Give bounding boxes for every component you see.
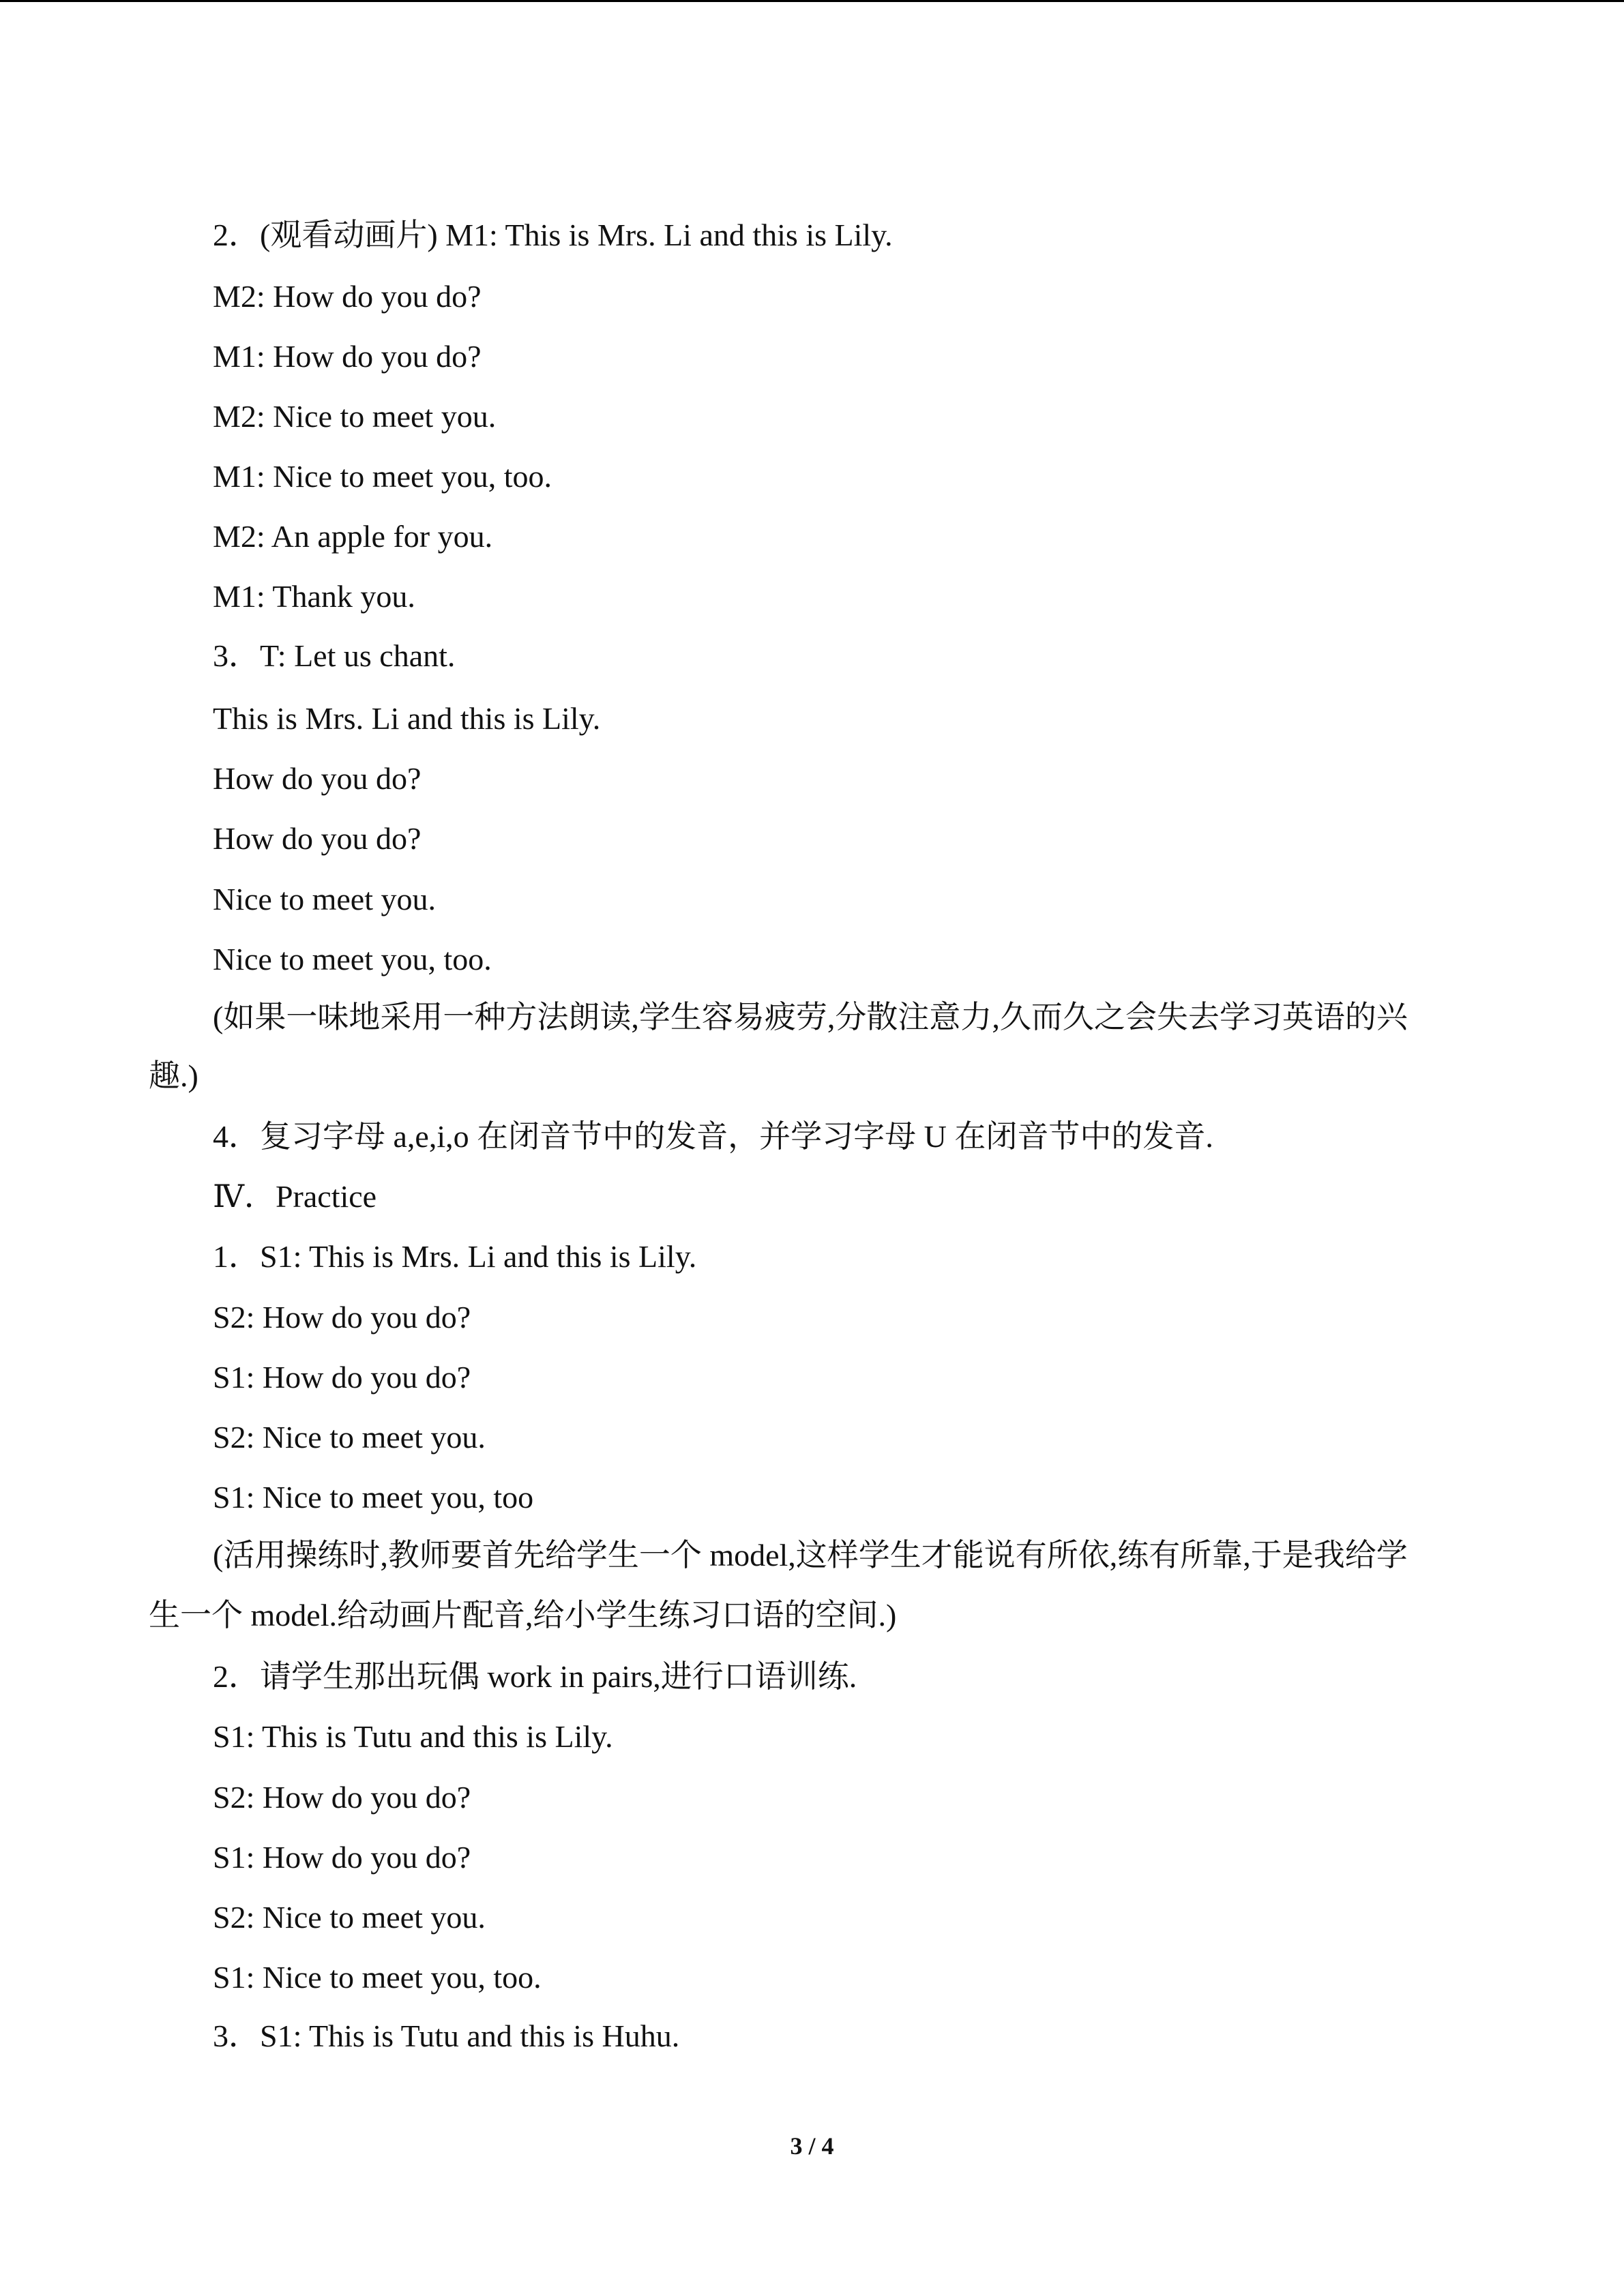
text-line: This is Mrs. Li and this is Lily. [213,701,601,736]
text-line: M2: Nice to meet you. [213,399,497,434]
text-line: 趣.) [149,1058,198,1093]
text-line: How do you do? [213,821,422,856]
text-line: 1．S1: This is Mrs. Li and this is Lily. [213,1239,697,1274]
text-line: 3．T: Let us chant. [213,638,456,673]
text-line: S1: How do you do? [213,1360,471,1395]
text-line: 3．S1: This is Tutu and this is Huhu. [213,2018,680,2053]
text-line: 2．请学生那出玩偶 work in pairs,进行口语训练. [213,1659,857,1694]
text-line: 2．(观看动画片) M1: This is Mrs. Li and this is Lily. [213,218,893,252]
text-line: S2: How do you do? [213,1300,471,1335]
text-line: How do you do? [213,761,422,796]
text-line: (如果一味地采用一种方法朗读,学生容易疲劳,分散注意力,久而久之会失去学习英语的兴 [213,1000,1408,1034]
page-number: 3 / 4 [790,2132,834,2160]
text-line: Nice to meet you. [213,882,437,916]
text-line: S2: Nice to meet you. [213,1420,486,1455]
text-line: S1: How do you do? [213,1840,471,1875]
text-line: M1: Nice to meet you, too. [213,459,552,494]
text-line: M1: Thank you. [213,579,415,614]
text-line: Nice to meet you, too. [213,942,492,976]
text-line: (活用操练时,教师要首先给学生一个 model,这样学生才能说有所依,练有所靠,于是我给学 [213,1538,1408,1572]
text-line: S1: This is Tutu and this is Lily. [213,1719,613,1754]
text-line: S1: Nice to meet you, too. [213,1960,542,1995]
text-line: 生一个 model.给动画片配音,给小学生练习口语的空间.) [149,1598,897,1632]
text-line: S2: How do you do? [213,1780,471,1815]
text-line: S1: Nice to meet you, too [213,1480,534,1515]
text-line: M2: How do you do? [213,279,482,314]
text-line: M2: An apple for you. [213,519,493,554]
text-line: M1: How do you do? [213,339,482,374]
section-heading: Ⅳ．Practice [213,1179,377,1214]
text-line: S2: Nice to meet you. [213,1900,486,1935]
text-line: 4．复习字母 a,e,i,o 在闭音节中的发音，并学习字母 U 在闭音节中的发音. [213,1119,1213,1154]
